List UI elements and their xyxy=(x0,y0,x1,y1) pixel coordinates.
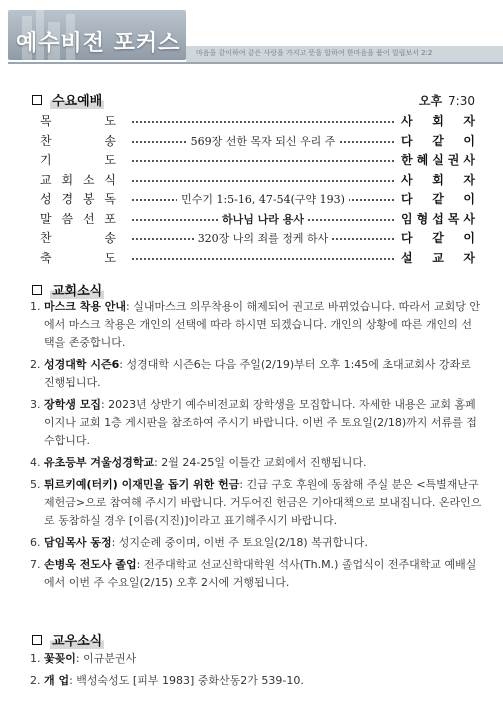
notice-title: 튀르키예(터키) 이재민을 돕기 위한 헌금 xyxy=(44,478,240,491)
square-bullet-icon xyxy=(32,635,42,645)
order-content-text: 하나님 나라 용사 xyxy=(218,213,308,226)
worship-order-row xyxy=(40,190,480,209)
order-content-text: 민수기 1:5-16, 47-54(구약 193) xyxy=(177,193,349,206)
notice-title: 꽃꽂이 xyxy=(44,652,76,665)
notice-item xyxy=(30,650,482,668)
notice-number: 7. xyxy=(30,558,41,571)
order-label: 축 도 xyxy=(40,250,116,265)
member-news-list xyxy=(30,650,482,694)
worship-order-row xyxy=(40,112,480,131)
worship-time: 오후 7:30 xyxy=(418,94,475,108)
order-person: 설 교 자 xyxy=(401,250,475,265)
order-label: 말 씀 선 포 xyxy=(40,211,116,226)
notice-text: : 이규분권사 xyxy=(75,652,137,665)
order-person: 다 같 이 xyxy=(401,133,475,148)
notice-item xyxy=(30,356,482,392)
notice-text: : 성경대학 시즌6는 다음 주일(2/19)부터 오후 1:45에 초대교회사 강좌로 진행됩니다. xyxy=(44,358,471,389)
notice-text: : 실내마스크 의무착용이 해제되어 권고로 바뀌었습니다. 따라서 교회당 안에서 마스크 착용은 개인의 선택에 따라 하시면 되겠습니다. 개인의 상황에 따른 개인의 선택을 존중합니다. xyxy=(44,300,480,349)
notice-number: 2. xyxy=(30,674,41,687)
order-person: 사 회 자 xyxy=(401,172,475,187)
order-content xyxy=(132,229,394,248)
order-label: 찬 송 xyxy=(40,133,116,148)
worship-order-row xyxy=(40,171,480,190)
notice-title: 장학생 모집 xyxy=(44,398,101,411)
order-label: 찬 송 xyxy=(40,231,116,245)
banner-title: 예수비전 포커스 xyxy=(16,31,181,56)
square-bullet-icon xyxy=(32,285,42,295)
notice-title: 성경대학 시즌6 xyxy=(44,358,120,371)
order-content-text: 320장 나의 죄를 정케 하사 xyxy=(194,232,333,245)
notice-text: : 2023년 상반기 예수비전교회 장학생을 모집합니다. 자세한 내용은 교회 홈페이지나 교회 1층 게시판을 참조하여 주시기 바랍니다. 이번 주 토요일(2/18)까지 서류를 접수합니다. xyxy=(44,398,477,447)
dotted-leader xyxy=(132,120,394,123)
banner-divider xyxy=(8,62,503,64)
notice-number: 1. xyxy=(30,652,41,665)
dotted-leader xyxy=(132,257,394,260)
order-content xyxy=(132,190,394,209)
banner-motto: 마음을 같이하여 같은 사랑을 가지고 뜻을 합하여 한마음을 품어 빌립보서 2:2 xyxy=(196,49,433,57)
notice-item xyxy=(30,298,482,352)
notice-item xyxy=(30,454,482,472)
worship-heading: 수요예배 xyxy=(32,90,104,109)
member-news-heading: 교우소식 xyxy=(32,630,104,649)
notice-number: 5. xyxy=(30,478,41,491)
order-person: 사 회 자 xyxy=(401,114,475,128)
notice-number: 3. xyxy=(30,398,41,411)
worship-order-row xyxy=(40,132,480,151)
church-news-list xyxy=(30,298,482,596)
notice-text: : 전주대학교 선교신학대학원 석사(Th.M.) 졸업식이 전주대학교 예배실에서 이번 주 수요일(2/15) 오후 2시에 거행됩니다. xyxy=(44,558,477,589)
church-news-heading: 교회소식 xyxy=(32,280,104,299)
order-label: 목 도 xyxy=(40,114,116,128)
order-content xyxy=(132,210,394,229)
notice-title: 개 업 xyxy=(44,674,70,687)
notice-text: : 성지순례 중이며, 이번 주 토요일(2/18) 복귀합니다. xyxy=(111,536,368,549)
notice-item xyxy=(30,476,482,530)
header-banner xyxy=(0,0,503,66)
notice-text: : 2월 24-25일 이틀간 교회에서 진행됩니다. xyxy=(154,456,367,469)
order-content xyxy=(132,132,394,151)
dotted-leader xyxy=(132,179,394,182)
order-content-text: 569장 선한 목자 되신 우리 주 xyxy=(187,135,340,148)
worship-order-row xyxy=(40,229,480,248)
notice-text: : 긴급 구호 후원에 동참해 주실 분은 <특별재난구제헌금>으로 참여해 주시기 바랍니다. 거두어진 헌금은 기아대책으로 보내집니다. 온라인으로 동참하실 경우 [이름(지진)]이라고 표기해주시기 바랍니다. xyxy=(44,478,482,527)
notice-text: : 백성숙성도 [피부 1983] 중화산동2가 539-10. xyxy=(69,674,304,687)
notice-item xyxy=(30,672,482,690)
notice-title: 담임목사 동정 xyxy=(44,536,112,549)
order-label: 기 도 xyxy=(40,153,116,167)
notice-number: 6. xyxy=(30,536,41,549)
notice-title: 유초등부 겨울성경학교 xyxy=(44,456,155,469)
notice-number: 2. xyxy=(30,358,41,371)
order-label: 교 회 소 식 xyxy=(40,172,116,187)
notice-number: 1. xyxy=(30,300,41,313)
order-person: 다 같 이 xyxy=(401,192,475,206)
notice-item xyxy=(30,556,482,592)
notice-number: 4. xyxy=(30,456,41,469)
notice-title: 마스크 착용 안내 xyxy=(44,300,127,313)
order-person: 한 혜 실 권 사 xyxy=(401,153,475,167)
square-bullet-icon xyxy=(32,95,42,105)
notice-title: 손병욱 전도사 졸업 xyxy=(44,558,137,571)
dotted-leader xyxy=(132,159,394,162)
notice-item xyxy=(30,534,482,552)
order-person: 임 형 섭 목 사 xyxy=(401,211,475,226)
worship-order-row xyxy=(40,210,480,229)
order-label: 성 경 봉 독 xyxy=(40,192,116,206)
worship-order-row xyxy=(40,249,480,268)
worship-order-row xyxy=(40,151,480,170)
notice-item xyxy=(30,396,482,450)
order-person: 다 같 이 xyxy=(401,231,475,245)
